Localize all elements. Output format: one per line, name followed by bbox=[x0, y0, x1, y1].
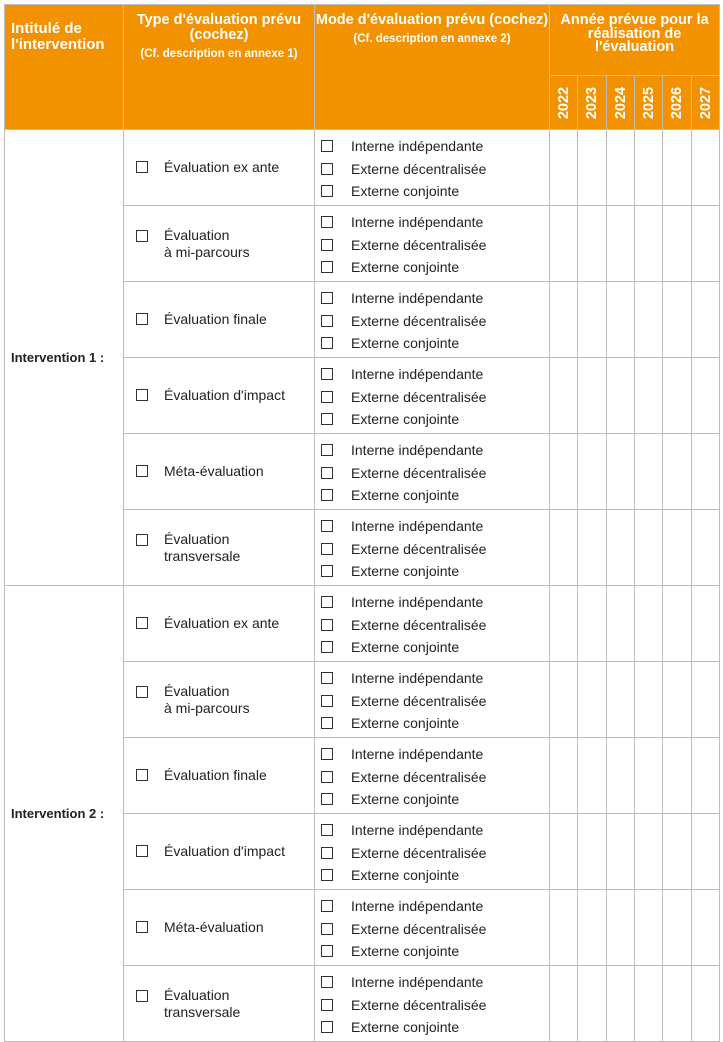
mode-checkbox[interactable] bbox=[321, 140, 333, 152]
mode-checkbox[interactable] bbox=[321, 869, 333, 881]
evaluation-mode-cell bbox=[315, 130, 550, 206]
mode-option-label: Interne indépendante bbox=[351, 214, 484, 230]
mode-checkbox[interactable] bbox=[321, 976, 333, 988]
year-cell-2025[interactable] bbox=[635, 738, 663, 814]
year-cell-2024[interactable] bbox=[607, 130, 635, 206]
mode-option-label: Externe décentralisée bbox=[351, 237, 487, 253]
mode-checkbox[interactable] bbox=[321, 216, 333, 228]
year-label: 2026 bbox=[669, 86, 685, 119]
mode-option-label: Externe décentralisée bbox=[351, 161, 487, 177]
header-type-sub: (Cf. description en annexe 1) bbox=[140, 48, 298, 60]
year-cell-2023[interactable] bbox=[578, 130, 607, 206]
mode-option-label: Externe décentralisée bbox=[351, 541, 487, 557]
evaluation-type-cell bbox=[124, 966, 315, 1042]
year-cell-2022[interactable] bbox=[550, 510, 578, 586]
year-cell-2023[interactable] bbox=[578, 282, 607, 358]
evaluation-type-cell bbox=[124, 814, 315, 890]
mode-option bbox=[321, 996, 486, 1014]
mode-checkbox[interactable] bbox=[321, 337, 333, 349]
year-cell-2027[interactable] bbox=[692, 510, 720, 586]
evaluation-type-label: Évaluation finale bbox=[164, 311, 267, 327]
year-cell-2026[interactable] bbox=[663, 510, 692, 586]
mode-option bbox=[321, 866, 459, 884]
evaluation-mode-cell bbox=[315, 738, 550, 814]
intervention-label: Intervention 1 : bbox=[5, 130, 124, 586]
mode-option-label: Interne indépendante bbox=[351, 518, 484, 534]
mode-option bbox=[321, 897, 483, 915]
mode-option bbox=[321, 258, 459, 276]
header-mode-title bbox=[315, 5, 550, 130]
mode-checkbox[interactable] bbox=[321, 413, 333, 425]
mode-option bbox=[321, 638, 459, 656]
evaluation-mode-cell bbox=[315, 966, 550, 1042]
year-cell-2025[interactable] bbox=[635, 510, 663, 586]
evaluation-type-label: Évaluation d'impact bbox=[164, 843, 285, 859]
year-cell-2025[interactable] bbox=[635, 966, 663, 1042]
year-cell-2022[interactable] bbox=[550, 738, 578, 814]
mode-checkbox[interactable] bbox=[321, 163, 333, 175]
mode-option-label: Interne indépendante bbox=[351, 366, 484, 382]
year-cell-2026[interactable] bbox=[663, 434, 692, 510]
year-cell-2025[interactable] bbox=[635, 890, 663, 966]
year-label: 2024 bbox=[612, 86, 629, 119]
year-cell-2022[interactable] bbox=[550, 662, 578, 738]
header-type-title bbox=[124, 5, 315, 130]
evaluation-type-cell bbox=[124, 358, 315, 434]
evaluation-type-checkbox[interactable] bbox=[136, 769, 148, 781]
year-cell-2026[interactable] bbox=[663, 814, 692, 890]
evaluation-mode-cell bbox=[315, 662, 550, 738]
evaluation-mode-cell bbox=[315, 510, 550, 586]
year-cell-2022[interactable] bbox=[550, 434, 578, 510]
mode-option bbox=[321, 942, 459, 960]
mode-option-label: Externe conjointe bbox=[351, 411, 460, 427]
year-cell-2025[interactable] bbox=[635, 662, 663, 738]
mode-option bbox=[321, 768, 486, 786]
mode-option bbox=[321, 562, 459, 580]
evaluation-type-checkbox[interactable] bbox=[136, 845, 148, 857]
year-label: 2022 bbox=[555, 86, 572, 119]
evaluation-type-label: Évaluation à mi-parcours bbox=[164, 227, 250, 260]
year-cell-2027[interactable] bbox=[692, 966, 720, 1042]
year-label: 2025 bbox=[640, 86, 657, 119]
mode-checkbox[interactable] bbox=[321, 520, 333, 532]
mode-option bbox=[321, 1018, 459, 1036]
evaluation-type-checkbox[interactable] bbox=[136, 617, 148, 629]
mode-option-label: Externe conjointe bbox=[351, 259, 460, 275]
mode-option-label: Externe conjointe bbox=[351, 1019, 460, 1035]
evaluation-type-cell bbox=[124, 206, 315, 282]
mode-option bbox=[321, 236, 486, 254]
mode-option bbox=[321, 920, 486, 938]
header-mode-label: Mode d'évaluation prévu (cochez) bbox=[315, 12, 549, 28]
year-cell-2026[interactable] bbox=[663, 738, 692, 814]
year-cell-2022[interactable] bbox=[550, 358, 578, 434]
table-row bbox=[5, 586, 720, 662]
year-cell-2024[interactable] bbox=[607, 586, 635, 662]
mode-checkbox[interactable] bbox=[321, 1021, 333, 1033]
evaluation-type-label: Évaluation transversale bbox=[164, 531, 241, 564]
mode-option-label: Externe décentralisée bbox=[351, 921, 487, 937]
evaluation-type-label: Évaluation transversale bbox=[164, 987, 241, 1020]
mode-checkbox[interactable] bbox=[321, 641, 333, 653]
header-intervention-label: Intitulé de l'intervention bbox=[11, 20, 105, 53]
mode-checkbox[interactable] bbox=[321, 672, 333, 684]
mode-checkbox[interactable] bbox=[321, 467, 333, 479]
year-cell-2023[interactable] bbox=[578, 206, 607, 282]
mode-option-label: Interne indépendante bbox=[351, 594, 484, 610]
mode-option-label: Externe conjointe bbox=[351, 487, 460, 503]
mode-checkbox[interactable] bbox=[321, 900, 333, 912]
year-cell-2023[interactable] bbox=[578, 662, 607, 738]
mode-option-label: Externe décentralisée bbox=[351, 313, 487, 329]
year-cell-2022[interactable] bbox=[550, 814, 578, 890]
mode-option bbox=[321, 213, 483, 231]
mode-option-label: Externe conjointe bbox=[351, 563, 460, 579]
mode-option-label: Interne indépendante bbox=[351, 974, 484, 990]
year-cell-2025[interactable] bbox=[635, 206, 663, 282]
mode-checkbox[interactable] bbox=[321, 543, 333, 555]
year-cell-2023[interactable] bbox=[578, 358, 607, 434]
year-cell-2025[interactable] bbox=[635, 358, 663, 434]
year-cell-2026[interactable] bbox=[663, 206, 692, 282]
year-cell-2024[interactable] bbox=[607, 434, 635, 510]
year-cell-2027[interactable] bbox=[692, 586, 720, 662]
year-cell-2025[interactable] bbox=[635, 130, 663, 206]
evaluation-type-label: Évaluation d'impact bbox=[164, 387, 285, 403]
evaluation-type-cell bbox=[124, 662, 315, 738]
mode-option bbox=[321, 464, 486, 482]
intervention-label: Intervention 2 : bbox=[5, 586, 124, 1042]
evaluation-plan-table bbox=[4, 4, 720, 1042]
evaluation-type-cell bbox=[124, 738, 315, 814]
year-cell-2027[interactable] bbox=[692, 130, 720, 206]
year-cell-2024[interactable] bbox=[607, 282, 635, 358]
mode-option-label: Externe conjointe bbox=[351, 715, 460, 731]
evaluation-type-cell bbox=[124, 434, 315, 510]
evaluation-type-checkbox[interactable] bbox=[136, 534, 148, 546]
mode-checkbox[interactable] bbox=[321, 999, 333, 1011]
mode-option bbox=[321, 973, 483, 991]
year-cell-2027[interactable] bbox=[692, 282, 720, 358]
evaluation-type-checkbox[interactable] bbox=[136, 313, 148, 325]
mode-option-label: Interne indépendante bbox=[351, 822, 484, 838]
mode-option bbox=[321, 289, 483, 307]
evaluation-type-label: Évaluation ex ante bbox=[164, 615, 280, 631]
year-cell-2027[interactable] bbox=[692, 434, 720, 510]
header-year-title bbox=[550, 5, 720, 76]
mode-option-label: Externe conjointe bbox=[351, 791, 460, 807]
evaluation-type-cell bbox=[124, 890, 315, 966]
year-header-2024 bbox=[607, 76, 635, 130]
mode-option-label: Externe conjointe bbox=[351, 335, 460, 351]
year-cell-2026[interactable] bbox=[663, 662, 692, 738]
year-cell-2024[interactable] bbox=[607, 206, 635, 282]
mode-option bbox=[321, 714, 459, 732]
year-cell-2024[interactable] bbox=[607, 510, 635, 586]
mode-checkbox[interactable] bbox=[321, 847, 333, 859]
year-cell-2026[interactable] bbox=[663, 282, 692, 358]
header-mode-sub: (Cf. description en annexe 2) bbox=[353, 33, 511, 45]
header-intervention-title bbox=[5, 5, 124, 130]
evaluation-type-label: Évaluation ex ante bbox=[164, 159, 280, 175]
year-cell-2025[interactable] bbox=[635, 434, 663, 510]
evaluation-type-checkbox[interactable] bbox=[136, 921, 148, 933]
year-cell-2027[interactable] bbox=[692, 738, 720, 814]
year-cell-2027[interactable] bbox=[692, 890, 720, 966]
mode-checkbox[interactable] bbox=[321, 444, 333, 456]
mode-option bbox=[321, 692, 486, 710]
mode-option bbox=[321, 334, 459, 352]
evaluation-mode-cell bbox=[315, 358, 550, 434]
mode-option-label: Externe décentralisée bbox=[351, 997, 487, 1013]
year-cell-2023[interactable] bbox=[578, 966, 607, 1042]
mode-option-label: Interne indépendante bbox=[351, 138, 484, 154]
mode-option-label: Interne indépendante bbox=[351, 290, 484, 306]
mode-option bbox=[321, 593, 483, 611]
mode-option bbox=[321, 669, 483, 687]
year-cell-2025[interactable] bbox=[635, 814, 663, 890]
evaluation-mode-cell bbox=[315, 434, 550, 510]
year-cell-2025[interactable] bbox=[635, 282, 663, 358]
mode-option-label: Externe décentralisée bbox=[351, 769, 487, 785]
year-cell-2026[interactable] bbox=[663, 358, 692, 434]
year-cell-2024[interactable] bbox=[607, 890, 635, 966]
year-label: 2023 bbox=[584, 86, 600, 119]
year-cell-2024[interactable] bbox=[607, 662, 635, 738]
evaluation-mode-cell bbox=[315, 814, 550, 890]
mode-option bbox=[321, 844, 486, 862]
year-cell-2022[interactable] bbox=[550, 130, 578, 206]
year-cell-2023[interactable] bbox=[578, 434, 607, 510]
mode-checkbox[interactable] bbox=[321, 793, 333, 805]
mode-option-label: Externe décentralisée bbox=[351, 845, 487, 861]
evaluation-type-cell bbox=[124, 510, 315, 586]
evaluation-type-cell bbox=[124, 586, 315, 662]
year-header-2022 bbox=[550, 76, 578, 130]
year-cell-2023[interactable] bbox=[578, 890, 607, 966]
mode-option bbox=[321, 745, 483, 763]
mode-checkbox[interactable] bbox=[321, 315, 333, 327]
evaluation-type-label: Méta-évaluation bbox=[164, 463, 264, 479]
year-header-2025 bbox=[635, 76, 663, 130]
year-header-2023 bbox=[578, 76, 607, 130]
year-cell-2022[interactable] bbox=[550, 966, 578, 1042]
mode-checkbox[interactable] bbox=[321, 239, 333, 251]
table-row bbox=[5, 130, 720, 206]
mode-option bbox=[321, 486, 459, 504]
year-cell-2024[interactable] bbox=[607, 814, 635, 890]
header-type-label: Type d'évaluation prévu (cochez) bbox=[136, 12, 302, 43]
mode-option bbox=[321, 790, 459, 808]
year-cell-2022[interactable] bbox=[550, 282, 578, 358]
mode-option bbox=[321, 182, 459, 200]
mode-option-label: Externe décentralisée bbox=[351, 617, 487, 633]
mode-checkbox[interactable] bbox=[321, 748, 333, 760]
year-cell-2023[interactable] bbox=[578, 738, 607, 814]
mode-checkbox[interactable] bbox=[321, 489, 333, 501]
mode-checkbox[interactable] bbox=[321, 185, 333, 197]
year-cell-2027[interactable] bbox=[692, 358, 720, 434]
mode-checkbox[interactable] bbox=[321, 391, 333, 403]
evaluation-mode-cell bbox=[315, 890, 550, 966]
mode-checkbox[interactable] bbox=[321, 923, 333, 935]
year-cell-2025[interactable] bbox=[635, 586, 663, 662]
mode-option-label: Interne indépendante bbox=[351, 746, 484, 762]
year-cell-2026[interactable] bbox=[663, 966, 692, 1042]
mode-option bbox=[321, 410, 459, 428]
mode-option-label: Externe décentralisée bbox=[351, 465, 487, 481]
mode-option-label: Externe décentralisée bbox=[351, 693, 487, 709]
mode-option-label: Externe conjointe bbox=[351, 639, 460, 655]
evaluation-type-cell bbox=[124, 130, 315, 206]
year-cell-2023[interactable] bbox=[578, 814, 607, 890]
mode-option bbox=[321, 365, 483, 383]
evaluation-mode-cell bbox=[315, 282, 550, 358]
year-cell-2026[interactable] bbox=[663, 890, 692, 966]
mode-checkbox[interactable] bbox=[321, 292, 333, 304]
mode-option bbox=[321, 160, 486, 178]
year-cell-2026[interactable] bbox=[663, 130, 692, 206]
evaluation-type-label: Évaluation finale bbox=[164, 767, 267, 783]
mode-checkbox[interactable] bbox=[321, 717, 333, 729]
year-label: 2027 bbox=[697, 86, 714, 119]
mode-checkbox[interactable] bbox=[321, 261, 333, 273]
year-cell-2022[interactable] bbox=[550, 890, 578, 966]
mode-checkbox[interactable] bbox=[321, 824, 333, 836]
year-cell-2023[interactable] bbox=[578, 510, 607, 586]
mode-checkbox[interactable] bbox=[321, 368, 333, 380]
year-cell-2026[interactable] bbox=[663, 586, 692, 662]
mode-option-label: Interne indépendante bbox=[351, 898, 484, 914]
mode-option-label: Interne indépendante bbox=[351, 670, 484, 686]
evaluation-mode-cell bbox=[315, 586, 550, 662]
evaluation-type-checkbox[interactable] bbox=[136, 465, 148, 477]
mode-checkbox[interactable] bbox=[321, 945, 333, 957]
year-cell-2024[interactable] bbox=[607, 966, 635, 1042]
mode-checkbox[interactable] bbox=[321, 771, 333, 783]
evaluation-type-cell bbox=[124, 282, 315, 358]
mode-option-label: Externe décentralisée bbox=[351, 389, 487, 405]
mode-option bbox=[321, 441, 483, 459]
mode-option bbox=[321, 821, 483, 839]
year-header-2026 bbox=[663, 76, 692, 130]
mode-checkbox[interactable] bbox=[321, 596, 333, 608]
year-cell-2024[interactable] bbox=[607, 738, 635, 814]
year-cell-2023[interactable] bbox=[578, 586, 607, 662]
mode-option-label: Interne indépendante bbox=[351, 442, 484, 458]
mode-option bbox=[321, 312, 486, 330]
evaluation-type-checkbox[interactable] bbox=[136, 161, 148, 173]
year-cell-2027[interactable] bbox=[692, 662, 720, 738]
mode-option-label: Externe conjointe bbox=[351, 867, 460, 883]
mode-option bbox=[321, 540, 486, 558]
header-year-label: Année prévue pour la réalisation de l'évaluation bbox=[560, 12, 709, 55]
evaluation-type-label: Méta-évaluation bbox=[164, 919, 264, 935]
evaluation-type-checkbox[interactable] bbox=[136, 990, 148, 1002]
mode-option bbox=[321, 137, 483, 155]
mode-option bbox=[321, 517, 483, 535]
evaluation-type-checkbox[interactable] bbox=[136, 686, 148, 698]
year-cell-2024[interactable] bbox=[607, 358, 635, 434]
year-header-2027 bbox=[692, 76, 720, 130]
evaluation-type-checkbox[interactable] bbox=[136, 389, 148, 401]
year-cell-2022[interactable] bbox=[550, 586, 578, 662]
mode-option bbox=[321, 616, 486, 634]
evaluation-mode-cell bbox=[315, 206, 550, 282]
mode-checkbox[interactable] bbox=[321, 695, 333, 707]
mode-checkbox[interactable] bbox=[321, 619, 333, 631]
mode-option-label: Externe conjointe bbox=[351, 943, 460, 959]
mode-option bbox=[321, 388, 486, 406]
year-cell-2022[interactable] bbox=[550, 206, 578, 282]
year-cell-2027[interactable] bbox=[692, 814, 720, 890]
evaluation-type-checkbox[interactable] bbox=[136, 230, 148, 242]
evaluation-type-label: Évaluation à mi-parcours bbox=[164, 683, 250, 716]
mode-checkbox[interactable] bbox=[321, 565, 333, 577]
mode-option-label: Externe conjointe bbox=[351, 183, 460, 199]
year-cell-2027[interactable] bbox=[692, 206, 720, 282]
